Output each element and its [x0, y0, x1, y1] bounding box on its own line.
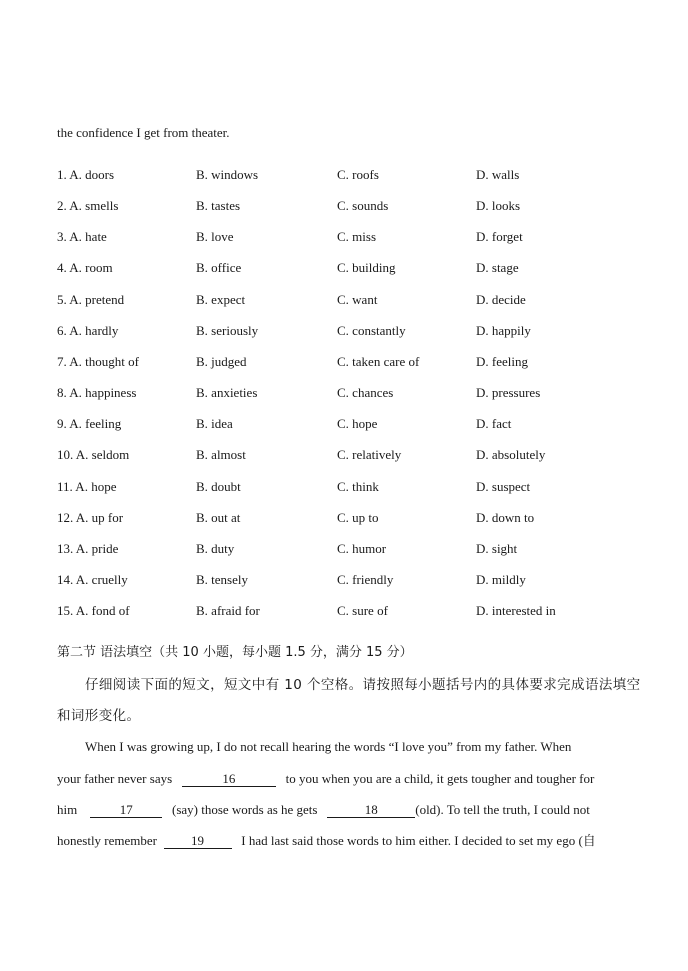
section-title: 第二节 语法填空（共 10 小题，每小题 1.5 分，满分 15 分） [57, 645, 413, 660]
option-a: 5. A. pretend [57, 292, 125, 307]
option-b: B. office [196, 260, 242, 275]
option-b: B. judged [196, 354, 247, 369]
option-a: 4. A. room [57, 260, 113, 275]
option-b: B. tastes [196, 198, 241, 213]
option-row [57, 479, 637, 495]
option-c: C. think [337, 479, 379, 494]
option-c: C. taken care of [337, 354, 420, 369]
option-c: C. sure of [337, 603, 388, 618]
option-d: D. decide [476, 292, 526, 307]
option-c: C. roofs [337, 167, 379, 182]
blank-16[interactable]: 16 [182, 772, 276, 787]
option-row [57, 323, 637, 339]
option-b: B. afraid for [196, 603, 260, 618]
option-b: B. out at [196, 510, 241, 525]
option-d: D. looks [476, 198, 521, 213]
option-c: C. hope [337, 416, 378, 431]
passage-text: When I was growing up, I do not recall hearing the words “I love you” from my father. When [85, 739, 572, 754]
option-a: 11. A. hope [57, 479, 117, 494]
option-c: C. up to [337, 510, 379, 525]
option-b: B. seriously [196, 323, 259, 338]
option-a: 10. A. seldom [57, 447, 130, 462]
option-row [57, 260, 637, 276]
option-row [57, 354, 637, 370]
option-c: C. want [337, 292, 378, 307]
option-d: D. down to [476, 510, 535, 525]
option-d: D. sight [476, 541, 518, 556]
passage-text: him [57, 802, 78, 817]
option-a: 7. A. thought of [57, 354, 139, 369]
option-a: 15. A. fond of [57, 603, 130, 618]
passage-text: your father never says [57, 771, 173, 786]
option-row [57, 229, 637, 245]
option-b: B. tensely [196, 572, 248, 587]
option-b: B. duty [196, 541, 235, 556]
option-d: D. pressures [476, 385, 541, 400]
blank-17[interactable]: 17 [90, 803, 162, 818]
passage-line-1 [57, 739, 631, 755]
passage-text: (old). To tell the truth, I could not [415, 802, 590, 817]
passage-line-4 [57, 833, 631, 849]
option-a: 2. A. smells [57, 198, 119, 213]
option-c: C. relatively [337, 447, 402, 462]
option-a: 6. A. hardly [57, 323, 119, 338]
passage-line-3 [57, 802, 631, 818]
option-a: 14. A. cruelly [57, 572, 128, 587]
option-row [57, 416, 637, 432]
option-b: B. windows [196, 167, 259, 182]
option-b: B. idea [196, 416, 233, 431]
option-d: D. feeling [476, 354, 528, 369]
option-c: C. sounds [337, 198, 389, 213]
option-d: D. forget [476, 229, 523, 244]
option-b: B. doubt [196, 479, 241, 494]
option-row [57, 447, 637, 463]
option-d: D. suspect [476, 479, 531, 494]
option-row [57, 198, 637, 214]
option-d: D. happily [476, 323, 531, 338]
instruction-line-1: 仔细阅读下面的短文，短文中有 10 个空格。请按照每小题括号内的具体要求完成语法填空 [85, 677, 641, 693]
passage-text: honestly remember [57, 833, 157, 848]
option-d: D. interested in [476, 603, 556, 618]
option-d: D. mildly [476, 572, 526, 587]
option-row [57, 541, 637, 557]
option-b: B. expect [196, 292, 246, 307]
option-a: 8. A. happiness [57, 385, 137, 400]
blank-18[interactable]: 18 [327, 803, 415, 818]
option-d: D. stage [476, 260, 519, 275]
option-a: 1. A. doors [57, 167, 115, 182]
option-row [57, 603, 637, 619]
option-row [57, 510, 637, 526]
blank-19[interactable]: 19 [164, 834, 232, 849]
passage-text: to you when you are a child, it gets tougher and tougher for [285, 771, 595, 786]
option-row [57, 385, 637, 401]
option-c: C. chances [337, 385, 394, 400]
option-c: C. building [337, 260, 396, 275]
passage-text: (say) those words as he gets [171, 802, 318, 817]
option-row [57, 292, 637, 308]
option-row [57, 167, 637, 183]
option-b: B. anxieties [196, 385, 258, 400]
option-c: C. constantly [337, 323, 406, 338]
instruction-line-2: 和词形变化。 [57, 708, 141, 724]
option-b: B. love [196, 229, 234, 244]
option-a: 13. A. pride [57, 541, 119, 556]
option-c: C. humor [337, 541, 387, 556]
option-a: 12. A. up for [57, 510, 124, 525]
option-c: C. friendly [337, 572, 394, 587]
option-a: 3. A. hate [57, 229, 107, 244]
intro-line: the confidence I get from theater. [57, 125, 230, 140]
option-row [57, 572, 637, 588]
option-d: D. walls [476, 167, 520, 182]
option-b: B. almost [196, 447, 246, 462]
option-d: D. fact [476, 416, 512, 431]
option-d: D. absolutely [476, 447, 546, 462]
option-c: C. miss [337, 229, 377, 244]
option-a: 9. A. feeling [57, 416, 122, 431]
passage-text: I had last said those words to him either. I decided to set my ego (自 [241, 833, 596, 848]
passage-line-2 [57, 771, 631, 787]
